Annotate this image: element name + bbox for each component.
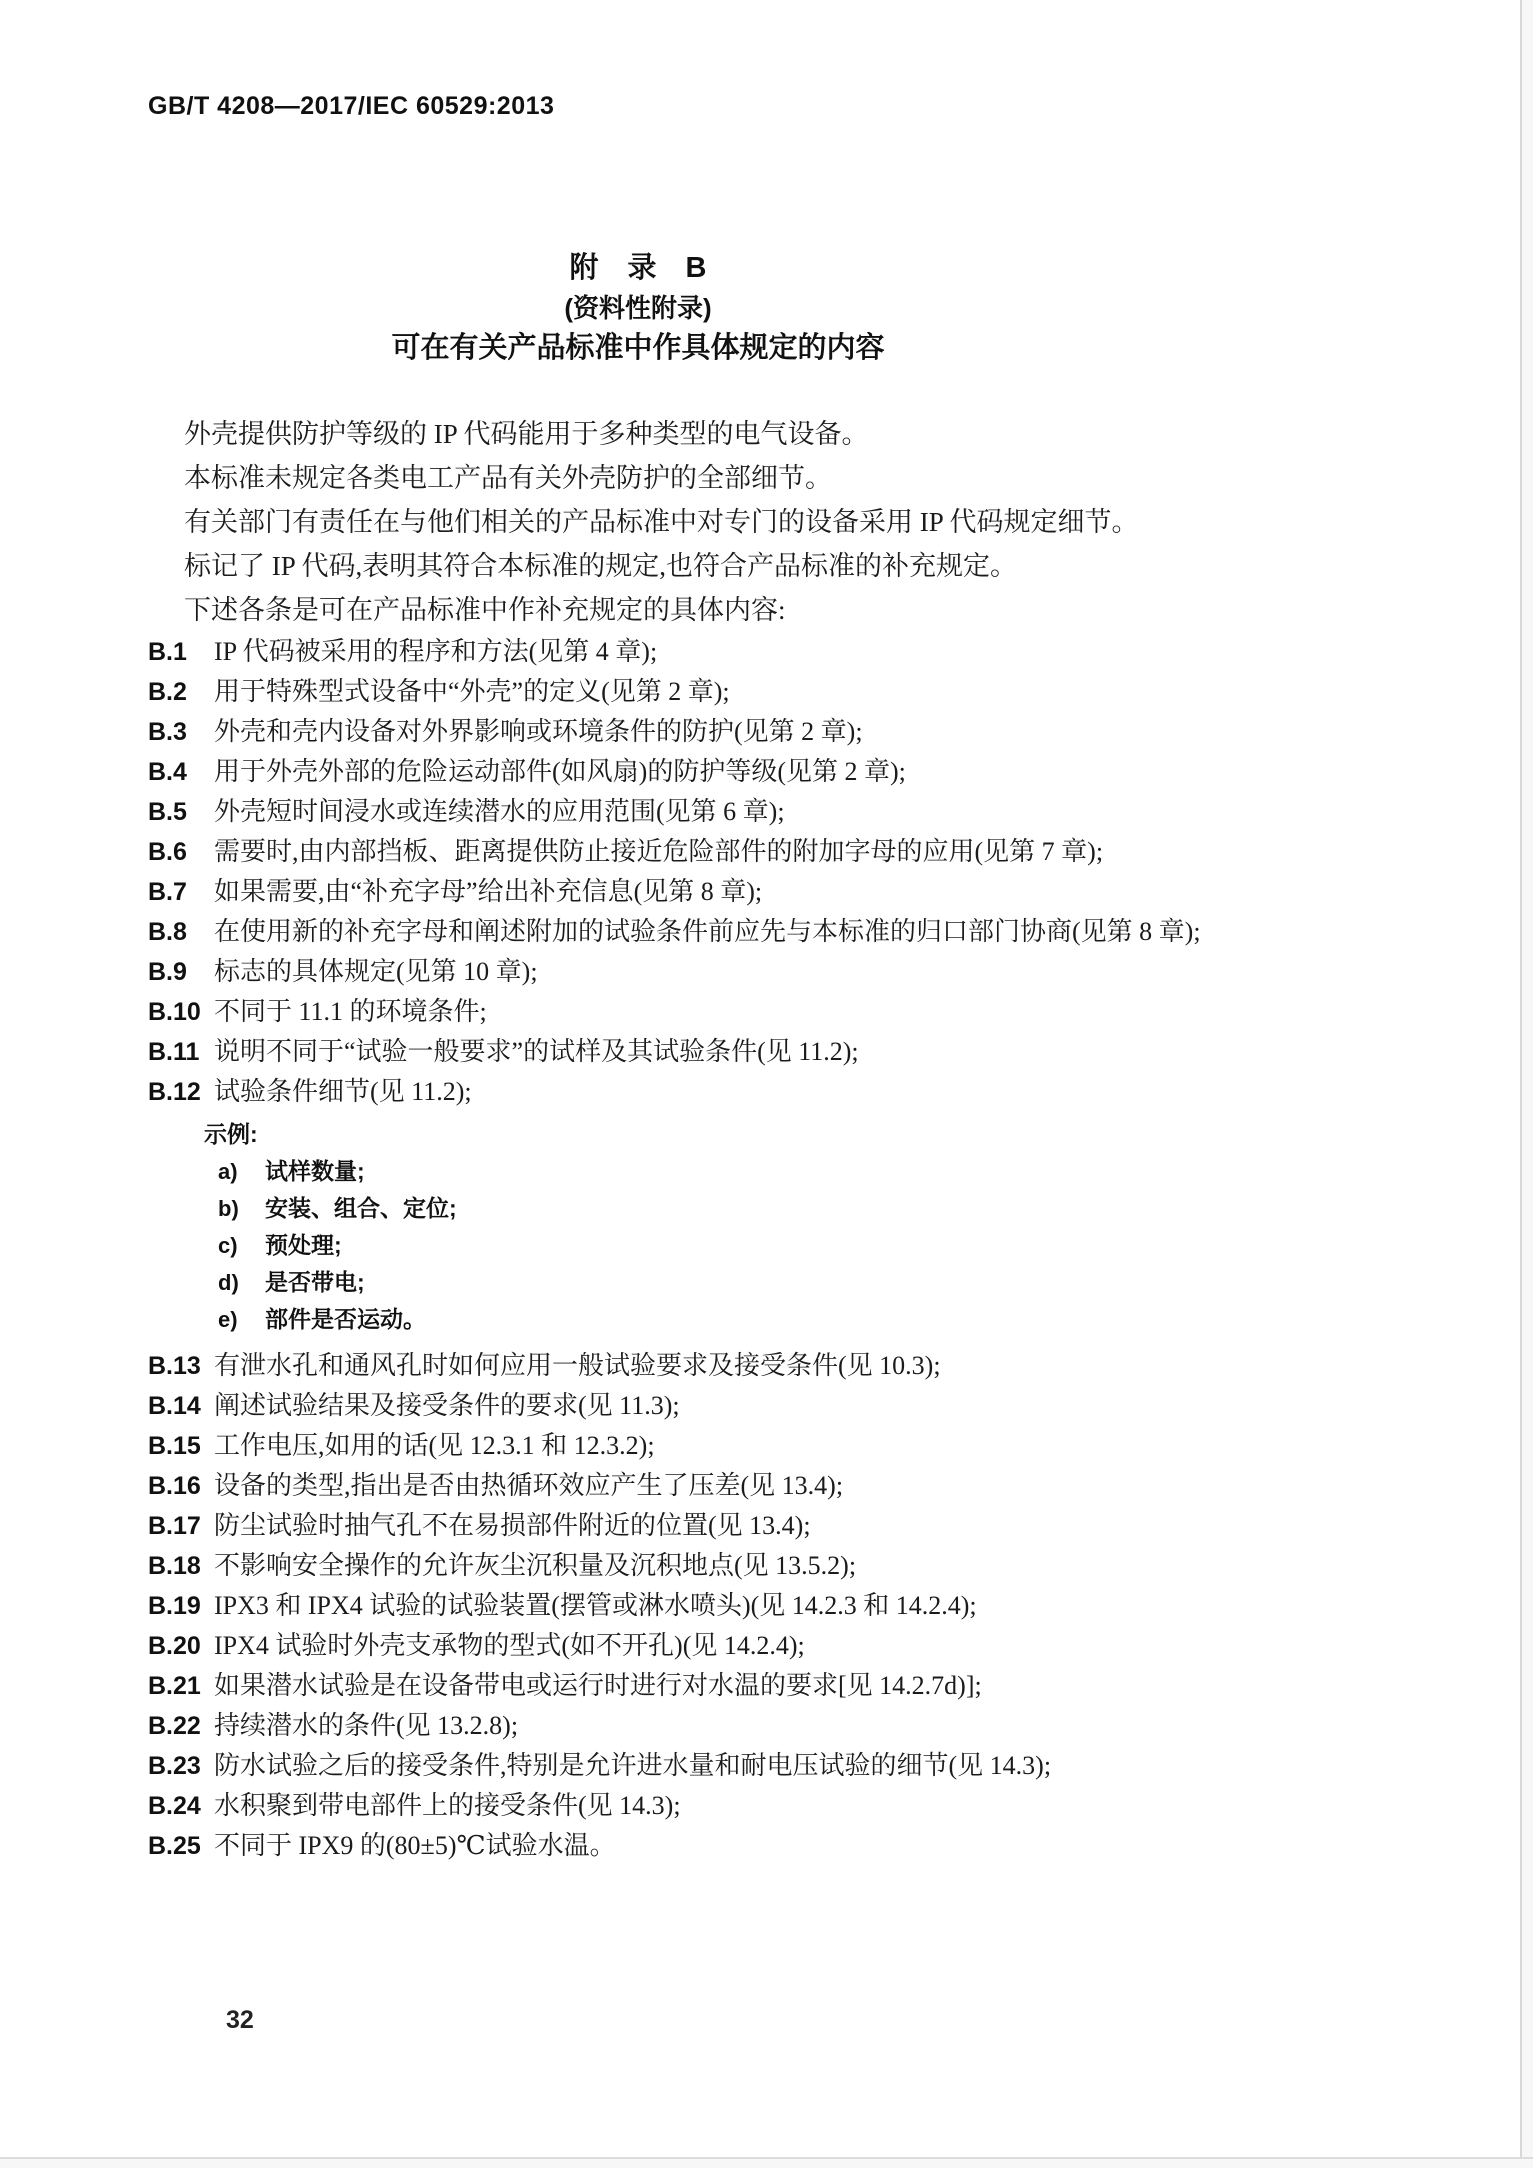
clause-item <box>148 1466 1128 1506</box>
appendix-subtitle: (资料性附录) <box>564 293 712 323</box>
example-item <box>204 1301 1128 1338</box>
example-item <box>204 1153 1128 1190</box>
clause-item <box>148 712 1128 752</box>
clause-item <box>148 752 1128 792</box>
page-content <box>148 248 1201 1866</box>
example-item-text: 安装、组合、定位; <box>265 1195 457 1221</box>
clause-text: 需要时,由内部挡板、距离提供防止接近危险部件的附加字母的应用(见第 7 章); <box>214 837 1104 866</box>
clause-number: B.22 <box>148 1712 201 1740</box>
clause-item <box>148 912 1201 952</box>
clause-number: B.16 <box>148 1472 201 1500</box>
clause-item <box>148 672 1128 712</box>
intro-paragraph: 有关部门有责任在与他们相关的产品标准中对专门的设备采用 IP 代码规定细节。 <box>184 507 1139 537</box>
scan-edge-shade-right <box>1522 0 1533 2168</box>
intro-paragraphs <box>148 412 1139 632</box>
clause-text: 防尘试验时抽气孔不在易损部件附近的位置(见 13.4); <box>214 1511 811 1540</box>
clause-item <box>148 632 1128 672</box>
clause-number: B.17 <box>148 1512 201 1540</box>
example-item <box>204 1227 1128 1264</box>
clause-number: B.18 <box>148 1552 201 1580</box>
clause-text: 外壳短时间浸水或连续潜水的应用范围(见第 6 章); <box>214 797 785 826</box>
clause-item <box>148 1746 1128 1786</box>
clause-item <box>148 1032 1128 1072</box>
example-item-text: 是否带电; <box>265 1269 365 1295</box>
clause-number: B.15 <box>148 1432 201 1460</box>
example-item-text: 预处理; <box>265 1232 342 1258</box>
scan-edge-bottom <box>0 2157 1533 2159</box>
clause-item <box>148 1826 1128 1866</box>
clause-item <box>148 952 1128 992</box>
clause-number: B.23 <box>148 1752 201 1780</box>
clause-item <box>148 1386 1128 1426</box>
clause-text: 用于特殊型式设备中“外壳”的定义(见第 2 章); <box>214 677 730 706</box>
clause-text: 防水试验之后的接受条件,特别是允许进水量和耐电压试验的细节(见 14.3); <box>214 1751 1052 1780</box>
clause-number: B.9 <box>148 958 187 986</box>
clause-list-top <box>148 632 1201 1112</box>
clause-number: B.25 <box>148 1832 201 1860</box>
clause-text: 如果需要,由“补充字母”给出补充信息(见第 8 章); <box>214 877 763 906</box>
clause-item <box>148 992 1128 1032</box>
clause-number: B.3 <box>148 718 187 746</box>
clause-item <box>148 1506 1128 1546</box>
clause-number: B.2 <box>148 678 187 706</box>
clause-text: IPX3 和 IPX4 试验的试验装置(摆管或淋水喷头)(见 14.2.3 和 14.2.4); <box>214 1591 977 1620</box>
clause-item <box>148 1626 1128 1666</box>
clause-number: B.13 <box>148 1352 201 1380</box>
clause-text: 如果潜水试验是在设备带电或运行时进行对水温的要求[见 14.2.7d)]; <box>214 1671 982 1700</box>
example-item-letter: d) <box>218 1270 239 1295</box>
clause-item <box>148 1666 1128 1706</box>
clause-item <box>148 872 1128 912</box>
clause-item <box>148 792 1128 832</box>
standard-number-header: GB/T 4208—2017/IEC 60529:2013 <box>148 92 555 120</box>
clause-item <box>148 1786 1128 1826</box>
clause-text: 在使用新的补充字母和阐述附加的试验条件前应先与本标准的归口部门协商(见第 8 章); <box>214 917 1201 946</box>
clause-text: IP 代码被采用的程序和方法(见第 4 章); <box>214 637 658 666</box>
example-label: 示例: <box>204 1121 258 1147</box>
clause-text: 有泄水孔和通风孔时如何应用一般试验要求及接受条件(见 10.3); <box>214 1351 941 1380</box>
clause-text: 不影响安全操作的允许灰尘沉积量及沉积地点(见 13.5.2); <box>214 1551 857 1580</box>
clause-item <box>148 1586 1128 1626</box>
clause-item <box>148 1346 1128 1386</box>
example-item-text: 试样数量; <box>265 1158 365 1184</box>
clause-number: B.7 <box>148 878 187 906</box>
clause-text: 试验条件细节(见 11.2); <box>214 1077 472 1106</box>
example-item <box>204 1190 1128 1227</box>
clause-number: B.20 <box>148 1632 201 1660</box>
clause-number: B.6 <box>148 838 187 866</box>
clause-item <box>148 832 1128 872</box>
example-item-text: 部件是否运动。 <box>265 1306 426 1332</box>
example-item <box>204 1264 1128 1301</box>
clause-number: B.12 <box>148 1078 201 1106</box>
clause-text: 水积聚到带电部件上的接受条件(见 14.3); <box>214 1791 681 1820</box>
clause-item <box>148 1706 1128 1746</box>
clause-number: B.19 <box>148 1592 201 1620</box>
clause-text: 用于外壳外部的危险运动部件(如风扇)的防护等级(见第 2 章); <box>214 757 906 786</box>
clause-item <box>148 1072 1128 1112</box>
clause-number: B.11 <box>148 1038 200 1066</box>
clause-text: 持续潜水的条件(见 13.2.8); <box>214 1711 519 1740</box>
clause-text: 工作电压,如用的话(见 12.3.1 和 12.3.2); <box>214 1431 655 1460</box>
clause-number: B.14 <box>148 1392 201 1420</box>
clause-number: B.4 <box>148 758 187 786</box>
clause-text: IPX4 试验时外壳支承物的型式(如不开孔)(见 14.2.4); <box>214 1631 805 1660</box>
example-block <box>204 1116 1128 1338</box>
scan-edge-shade-bottom <box>0 2159 1533 2168</box>
clause-text: 不同于 IPX9 的(80±5)℃试验水温。 <box>214 1831 616 1860</box>
intro-paragraph: 下述各条是可在产品标准中作补充规定的具体内容: <box>184 595 786 625</box>
clause-text: 外壳和壳内设备对外界影响或环境条件的防护(见第 2 章); <box>214 717 863 746</box>
clause-item <box>148 1546 1128 1586</box>
clause-list-bottom <box>148 1346 1128 1866</box>
intro-paragraph: 标记了 IP 代码,表明其符合本标准的规定,也符合产品标准的补充规定。 <box>184 551 1018 581</box>
clause-number: B.21 <box>148 1672 201 1700</box>
example-item-letter: a) <box>218 1159 238 1184</box>
clause-number: B.10 <box>148 998 201 1026</box>
appendix-title: 附 录 B <box>569 252 707 284</box>
scan-edge-right <box>1520 0 1522 2168</box>
example-item-letter: b) <box>218 1196 239 1221</box>
clause-number: B.24 <box>148 1792 201 1820</box>
intro-paragraph: 外壳提供防护等级的 IP 代码能用于多种类型的电气设备。 <box>184 419 869 449</box>
clause-number: B.1 <box>148 638 187 666</box>
page-number: 32 <box>226 2006 254 2034</box>
intro-paragraph: 本标准未规定各类电工产品有关外壳防护的全部细节。 <box>184 463 832 493</box>
clause-number: B.8 <box>148 918 187 946</box>
appendix-heading: 可在有关产品标准中作具体规定的内容 <box>391 332 885 364</box>
clause-text: 阐述试验结果及接受条件的要求(见 11.3); <box>214 1391 680 1420</box>
clause-item <box>148 1426 1128 1466</box>
clause-text: 说明不同于“试验一般要求”的试样及其试验条件(见 11.2); <box>214 1037 859 1066</box>
clause-number: B.5 <box>148 798 187 826</box>
clause-text: 标志的具体规定(见第 10 章); <box>214 957 538 986</box>
example-items <box>204 1153 1128 1338</box>
example-item-letter: c) <box>218 1233 238 1258</box>
clause-text: 不同于 11.1 的环境条件; <box>214 997 487 1026</box>
clause-text: 设备的类型,指出是否由热循环效应产生了压差(见 13.4); <box>214 1471 844 1500</box>
appendix-title-block <box>148 248 1128 368</box>
example-item-letter: e) <box>218 1307 238 1332</box>
